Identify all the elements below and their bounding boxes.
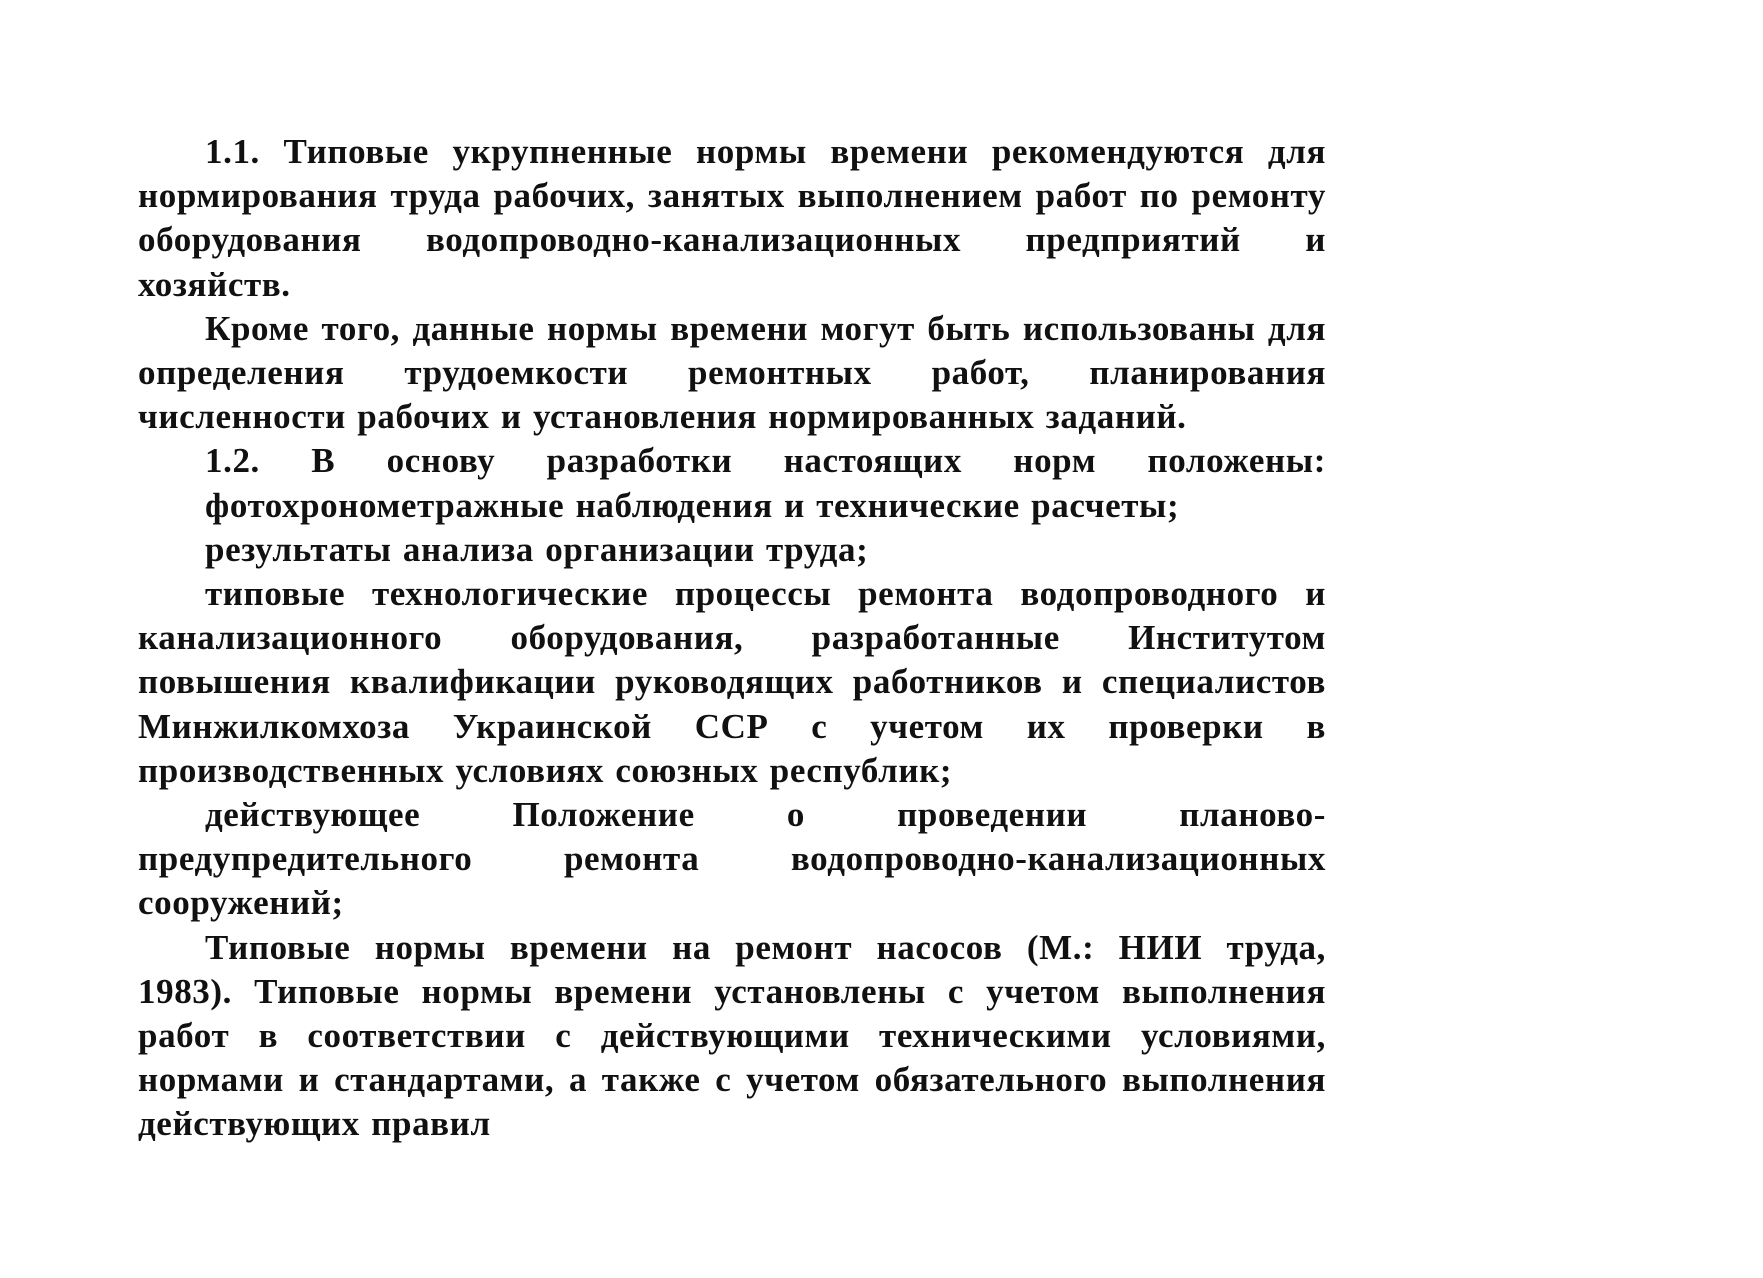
list-item-technological-processes: типовые технологические процессы ремонта водопроводного и канализационного оборудования, разработанные Институтом повышения квалификации руководящих работников и специалистов Минжилкомхоза Украинской ССР с учетом их проверки в производственных условиях союзных республик;: [138, 574, 1326, 790]
list-item-photochronometry: фотохронометражные наблюдения и технические расчеты;: [205, 485, 1180, 525]
document-body: [138, 130, 1326, 1147]
paragraph-1-2: 1.2. В основу разработки настоящих норм положены:: [205, 441, 1326, 481]
paragraph-moreover: Кроме того, данные нормы времени могут быть использованы для определения трудоемкости ремонтных работ, планирования численности рабочих и установления нормированных заданий.: [138, 308, 1326, 437]
list-item-regulation: действующее Положение о проведении планово-предупредительного ремонта водопроводно-канализационных сооружений;: [138, 795, 1326, 923]
list-item-pump-norms: Типовые нормы времени на ремонт насосов (М.: НИИ труда, 1983). Типовые нормы времени установлены с учетом выполнения работ в соответствии с действующими техническими условиями, нормами и стандартами, а также с учетом обязательного выполнения действующих правил: [138, 927, 1326, 1144]
paragraph-1-1: 1.1. Типовые укрупненные нормы времени рекомендуются для нормирования труда рабочих, занятых выполнением работ по ремонту оборудования водопроводно-канализационных предприятий и хозяйств.: [138, 132, 1326, 304]
list-item-labor-analysis: результаты анализа организации труда;: [205, 529, 869, 569]
